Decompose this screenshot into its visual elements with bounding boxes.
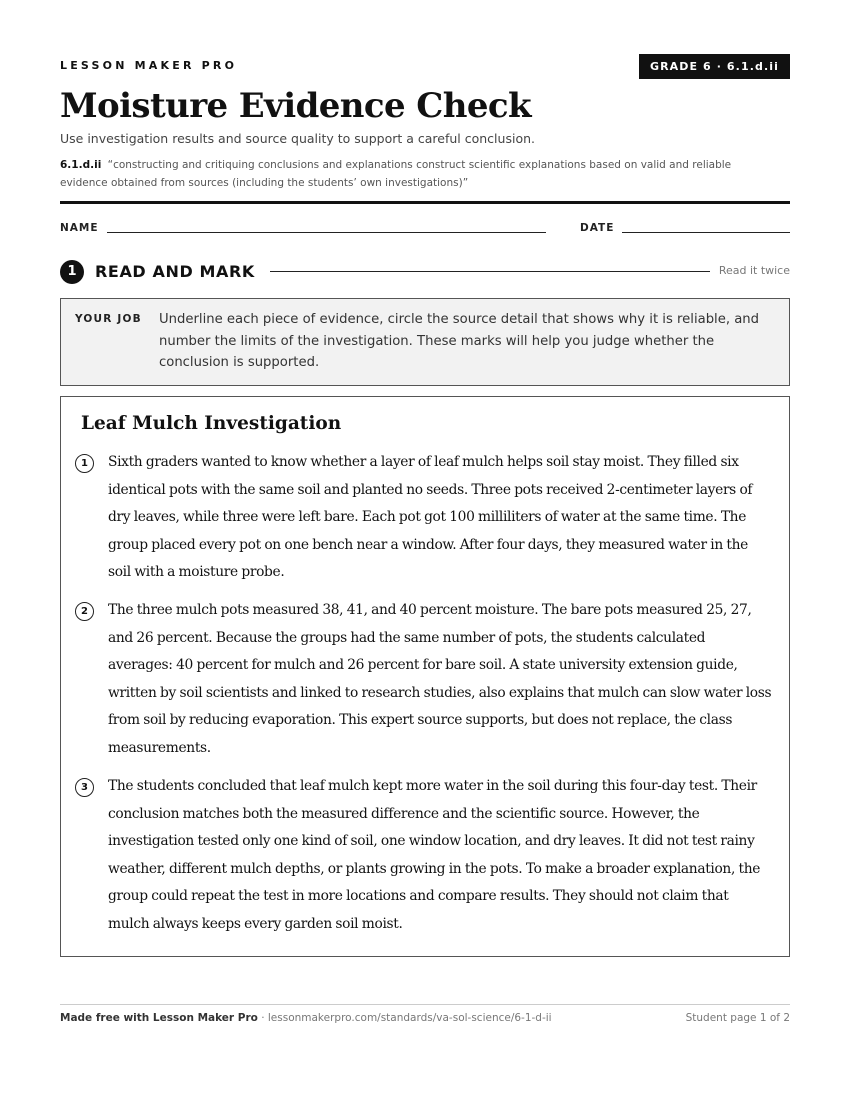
- section-title: READ AND MARK: [95, 262, 255, 281]
- footer-page-number: Student page 1 of 2: [685, 1012, 790, 1024]
- brand-name: LESSON MAKER PRO: [60, 59, 238, 72]
- passage-box: [60, 396, 790, 957]
- standard-statement: [60, 156, 760, 192]
- section-divider: [270, 271, 710, 272]
- paragraph-text: Sixth graders wanted to know whether a layer of leaf mulch helps soil stay moist. They filled six identical pots with the same soil and planted no seeds. Three pots received 2-centimeter layers of dry leaves, while three were left bare. Each pot got 100 milliliters of water at the same time. The group placed every pot on one bench near a window. After four days, they measured water in the soil with a moisture probe.: [108, 454, 753, 581]
- date-field[interactable]: [622, 232, 790, 233]
- page-subtitle: Use investigation results and source quality to support a careful conclusion.: [60, 131, 535, 146]
- passage-title: Leaf Mulch Investigation: [81, 413, 342, 434]
- name-label: NAME: [60, 222, 99, 234]
- your-job-label: YOUR JOB: [75, 313, 142, 325]
- section-number: 1: [60, 260, 84, 284]
- paragraph-number: 2: [75, 602, 94, 621]
- footer-made-with: Made free with Lesson Maker Pro: [60, 1012, 258, 1024]
- your-job-text: Underline each piece of evidence, circle the source detail that shows why it is reliable, and number the limits of the investigation. These marks will help you judge whether the conclusion is supported.: [159, 312, 760, 370]
- standard-code: 6.1.d.ii: [60, 159, 102, 171]
- name-field[interactable]: [107, 232, 546, 233]
- paragraph-number: 3: [75, 778, 94, 797]
- section-note: Read it twice: [718, 264, 790, 277]
- date-label: DATE: [580, 222, 615, 234]
- footer-url[interactable]: · lessonmakerpro.com/standards/va-sol-science/6-1-d-ii: [257, 1012, 552, 1024]
- page-title: Moisture Evidence Check: [60, 86, 531, 126]
- footer-credit: [60, 1012, 552, 1024]
- footer-divider: [60, 1004, 790, 1005]
- paragraph-number: 1: [75, 454, 94, 473]
- header-divider: [60, 201, 790, 204]
- standard-text: “constructing and critiquing conclusions and explanations construct scientific explanations based on valid and reliable evidence obtained from sources (including the students’ own investigations)”: [60, 159, 732, 189]
- paragraph-text: The three mulch pots measured 38, 41, and 40 percent moisture. The bare pots measured 25, 27, and 26 percent. Because the groups had the same number of pots, the students calculated averages: 40 percent for mulch and 26 percent for bare soil. A state university extension guide, written by soil scientists and linked to research studies, also explains that mulch can slow water loss from soil by reducing evaporation. This expert source supports, but does not replace, the class measurements.: [108, 602, 772, 756]
- your-job-box: [60, 298, 790, 386]
- grade-badge: GRADE 6 · 6.1.d.ii: [639, 54, 790, 79]
- paragraph-text: The students concluded that leaf mulch kept more water in the soil during this four-day test. Their conclusion matches both the measured difference and the scientific source. However, the investigation tested only one kind of soil, one window location, and dry leaves. It did not test rainy weather, different mulch depths, or plants growing in the pots. To make a broader explanation, the group could repeat the test in more locations and compare results. They should not claim that mulch always keeps every garden soil moist.: [108, 778, 761, 932]
